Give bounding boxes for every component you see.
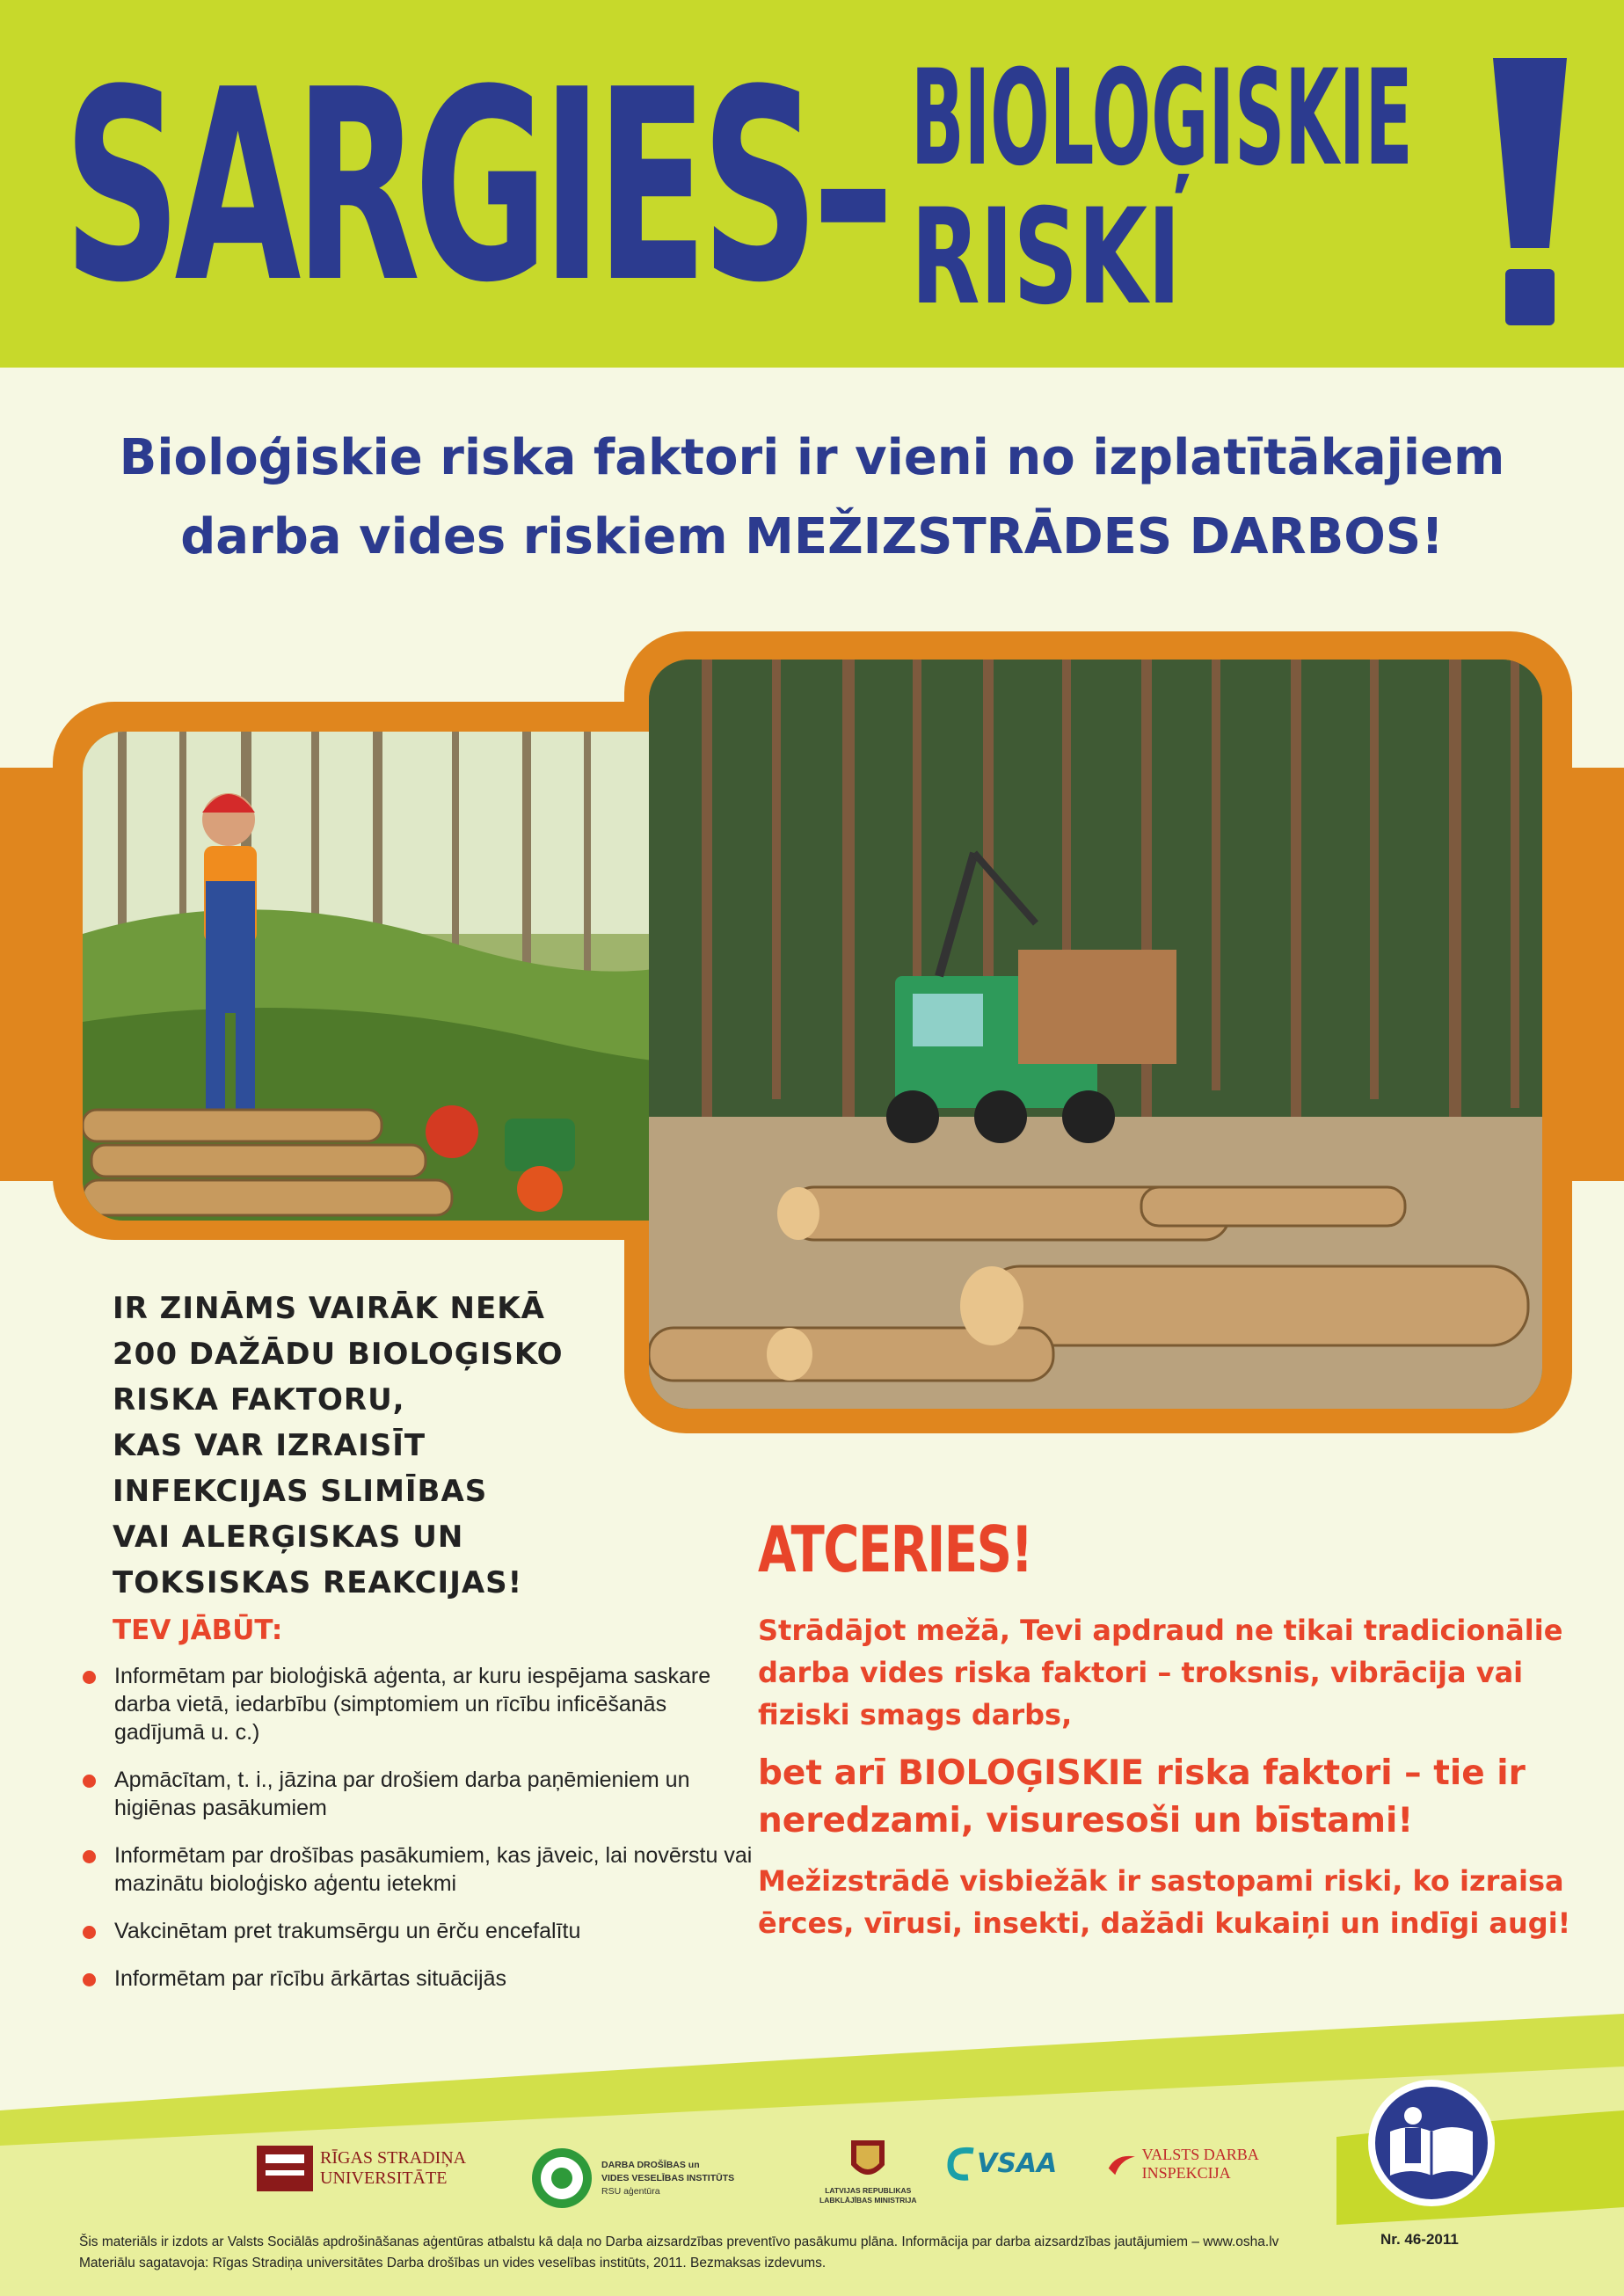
header-banner — [0, 0, 1624, 368]
coat-of-arms-icon — [841, 2135, 895, 2186]
known-line: KAS VAR IZRAISĪT — [113, 1428, 426, 1463]
must-list-item: Informētam par bioloģiskā aģenta, ar kuru iespējama saskare darba vietā, iedarbību (simptomiem un rīcību inficēšanās gadījumā u. c.) — [79, 1662, 756, 1746]
exclamation-mark — [1486, 58, 1574, 331]
institute-name-1: DARBA DROŠĪBAS un — [601, 2159, 700, 2170]
vsaa-text: VSAA — [977, 2147, 1058, 2179]
remember-paragraph-3: Mežizstrādē visbiežāk ir sastopami riski, ko izraisa ērces, vīrusi, insekti, dažādi kukaiņi un indīgi augi! — [758, 1864, 1571, 1940]
vsaa-logo — [947, 2146, 1057, 2181]
rsu-name-1: RĪGAS STRADIŅA — [320, 2148, 467, 2168]
poster-title: SARGIES– — [63, 33, 888, 340]
ministry-name-1: LATVIJAS REPUBLIKAS — [825, 2186, 912, 2195]
info-book-icon — [1365, 2077, 1497, 2209]
title-line-biological: BIOLOĢISKIE — [911, 42, 1413, 195]
known-risks-statement — [113, 1286, 658, 1606]
intro-line-1: Bioloģiskie riska faktori ir vieni no izplatītākajiem — [119, 429, 1505, 486]
ministry-name-2: LABKLĀJĪBAS MINISTRIJA — [819, 2196, 917, 2205]
must-list-item: Informētam par drošības pasākumiem, kas jāveic, lai novērstu vai mazinātu bioloģisko aģentu ietekmi — [79, 1841, 756, 1898]
must-list-item: Informētam par rīcību ārkārtas situācijās — [79, 1964, 756, 1993]
institute-emblem-icon — [529, 2146, 594, 2211]
vsaa-swirl-icon — [947, 2146, 977, 2181]
intro-line-2: darba vides riskiem MEŽIZSTRĀDES DARBOS! — [180, 508, 1444, 565]
footer-line-1: Šis materiāls ir izdots ar Valsts Sociālās apdrošināšanas aģentūras atbalstu kā daļa no Darba aizsardzības preventīvo pasākumu plāna. Informācija par darba aizsardzības jautājumiem – www.osha.lv — [79, 2234, 1279, 2249]
issue-number: Nr. 46-2011 — [1380, 2231, 1459, 2248]
known-line: 200 DAŽĀDU BIOLOĢISKO — [113, 1337, 564, 1372]
intro-heading — [53, 419, 1571, 577]
rsu-emblem-icon — [257, 2146, 313, 2191]
known-line: IR ZINĀMS VAIRĀK NEKĀ — [113, 1291, 545, 1326]
must-heading: TEV JĀBŪT: — [113, 1614, 283, 1646]
must-list-item: Apmācītam, t. i., jāzina par drošiem darba paņēmieniem un higiēnas pasākumiem — [79, 1766, 756, 1822]
institute-name-2: VIDES VESELĪBAS INSTITŪTS — [601, 2172, 735, 2183]
institute-name-3: RSU aģentūra — [601, 2185, 660, 2197]
known-line: TOKSISKAS REAKCIJAS! — [113, 1565, 523, 1600]
known-line: RISKA FAKTORU, — [113, 1382, 405, 1418]
partner-logos — [257, 2146, 1338, 2216]
rsu-logo — [257, 2146, 466, 2191]
title-line-risks: RISKI — [911, 181, 1181, 334]
ministry-logo — [819, 2135, 917, 2205]
known-line: INFEKCIJAS SLIMĪBAS — [113, 1474, 488, 1509]
vdi-logo — [1105, 2146, 1338, 2183]
footer-line-2: Materiālu sagatavoja: Rīgas Stradiņa universitātes Darba drošības un vides veselības institūts, 2011. Bezmaksas izdevums. — [79, 2256, 827, 2270]
institute-logo — [529, 2146, 734, 2211]
footer-notes — [79, 2232, 1310, 2274]
photo-forwarder — [649, 660, 1542, 1409]
must-list-item: Vakcinētam pret trakumsērgu un ērču encefalītu — [79, 1917, 756, 1945]
remember-paragraph-1: Strādājot mežā, Tevi apdraud ne tikai tradicionālie darba vides riska faktori – troksnis, vibrācija vai fiziski smags darbs, — [758, 1614, 1563, 1731]
rsu-name-2: UNIVERSITĀTE — [320, 2168, 448, 2188]
known-line: VAI ALERĢISKAS UN — [113, 1520, 464, 1555]
remember-paragraph-2: bet arī BIOLOĢISKIE riska faktori – tie ir neredzami, visuresoši un bīstami! — [758, 1753, 1526, 1840]
must-list — [79, 1662, 756, 2012]
remember-heading: ATCERIES! — [758, 1512, 1032, 1586]
vdi-text: VALSTS DARBA INSPEKCIJA — [1141, 2146, 1258, 2182]
vdi-swoosh-icon — [1105, 2149, 1139, 2179]
